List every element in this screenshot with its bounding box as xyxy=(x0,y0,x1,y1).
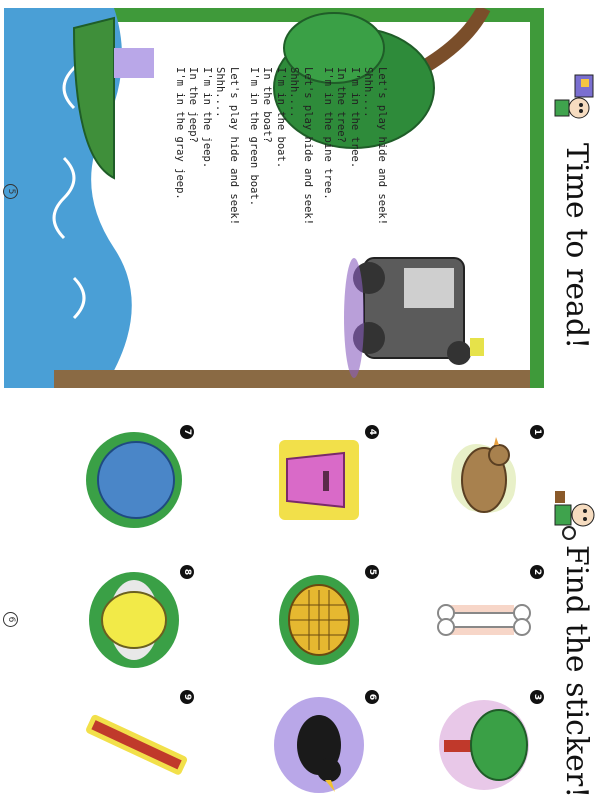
poem-line: Shhh.... xyxy=(288,67,301,118)
candy-stick-icon xyxy=(79,690,194,800)
poem-line: In the tree? xyxy=(335,67,348,143)
poem-line: Let's play hide and seek! xyxy=(228,67,241,226)
bucket-icon xyxy=(264,425,379,535)
sticker-number: 5 xyxy=(365,565,379,579)
sticker-number: 8 xyxy=(180,565,194,579)
sticker-9[interactable] xyxy=(79,690,194,800)
egg-icon xyxy=(79,565,194,675)
poem-stanza xyxy=(172,67,240,287)
sticker-3[interactable] xyxy=(429,690,544,800)
sticker-number: 2 xyxy=(530,565,544,579)
poem-line: I'm in the jeep. xyxy=(200,67,213,169)
page-title-find-the-sticker: Find the sticker! xyxy=(559,545,594,799)
mascot-detective-icon xyxy=(545,485,599,545)
page-number-right: 6 xyxy=(3,612,18,627)
sticker-7[interactable] xyxy=(79,425,194,535)
sticker-number: 3 xyxy=(530,690,544,704)
sticker-number: 1 xyxy=(530,425,544,439)
mascot-reader-icon xyxy=(545,70,599,130)
sticker-5[interactable] xyxy=(264,565,379,675)
page-title-time-to-read: Time to read! xyxy=(559,143,594,350)
poem-line: I'm in the green boat. xyxy=(247,67,260,207)
poem-line: I'm in the tree. xyxy=(348,67,361,169)
sticker-number: 6 xyxy=(365,690,379,704)
bird-icon xyxy=(429,425,544,535)
poem-line: Shhh.... xyxy=(362,67,375,118)
sticker-number: 7 xyxy=(180,425,194,439)
poem-line: In the boat? xyxy=(261,67,274,143)
sticker-1[interactable] xyxy=(429,425,544,535)
poem-line: I'm in the gray jeep. xyxy=(173,67,186,200)
sticker-number: 4 xyxy=(365,425,379,439)
sticker-number: 9 xyxy=(180,690,194,704)
poem-line: I'm in the pine tree. xyxy=(321,67,334,200)
sticker-2[interactable] xyxy=(429,565,544,675)
pineapple-icon xyxy=(264,565,379,675)
sticker-4[interactable] xyxy=(264,425,379,535)
poem-line: I'm in the boat. xyxy=(274,67,287,169)
bush-icon xyxy=(79,425,194,535)
poem-line: Shhh.... xyxy=(214,67,227,118)
tree-icon xyxy=(429,690,544,800)
poem-line: In the jeep? xyxy=(187,67,200,143)
poem-line: Let's play hide and seek! xyxy=(376,67,388,226)
sticker-8[interactable] xyxy=(79,565,194,675)
poem-text xyxy=(166,67,388,287)
poem-line: Let's play hide and seek! xyxy=(302,67,315,226)
poem-stanza xyxy=(246,67,314,287)
crow-icon xyxy=(264,690,379,800)
page-number-left: 5 xyxy=(3,184,18,199)
poem-stanza xyxy=(320,67,388,287)
bone-icon xyxy=(429,565,544,675)
sticker-6[interactable] xyxy=(264,690,379,800)
